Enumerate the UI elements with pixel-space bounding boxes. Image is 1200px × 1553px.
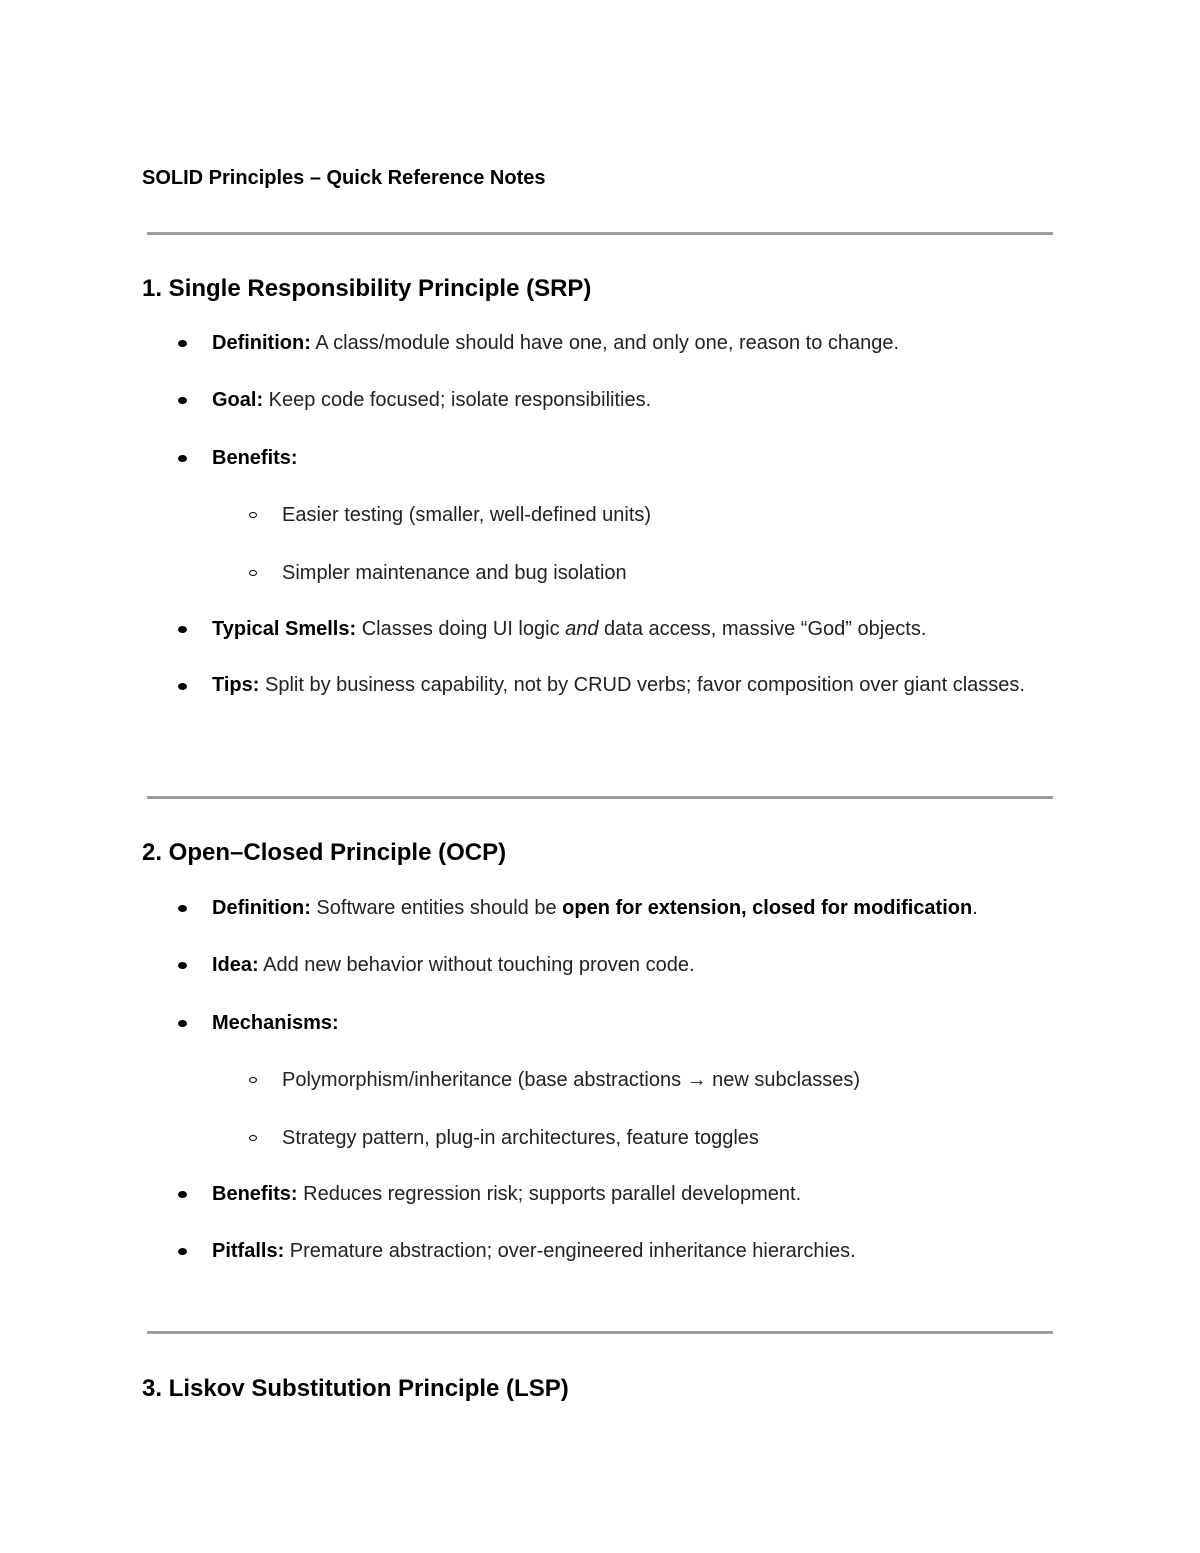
- sub-bullet-icon: [249, 570, 257, 576]
- sub-bullet-icon: [249, 1135, 257, 1141]
- list-item: Benefits:: [212, 447, 298, 469]
- bullet-icon: [178, 683, 187, 690]
- sub-bullet-icon: [249, 1077, 257, 1083]
- list-item: Definition: A class/module should have one, and only one, reason to change.: [212, 332, 900, 354]
- divider: [147, 232, 1053, 235]
- list-item: Pitfalls: Premature abstraction; over-engineered inheritance hierarchies.: [212, 1240, 856, 1262]
- bullet-icon: [178, 397, 187, 404]
- bullet-icon: [178, 340, 187, 347]
- bullet-icon: [178, 626, 187, 633]
- list-item: Definition: Software entities should be open for extension, closed for modification.: [212, 897, 978, 919]
- list-item: Tips: Split by business capability, not by CRUD verbs; favor composition over giant classes.: [212, 674, 1025, 696]
- sub-list-item: Strategy pattern, plug-in architectures, feature toggles: [282, 1127, 759, 1149]
- bullet-icon: [178, 962, 187, 969]
- list-item: Mechanisms:: [212, 1012, 339, 1034]
- bullet-icon: [178, 905, 187, 912]
- list-item: Idea: Add new behavior without touching proven code.: [212, 954, 695, 976]
- bullet-icon: [178, 455, 187, 462]
- list-item: Benefits: Reduces regression risk; supports parallel development.: [212, 1183, 802, 1205]
- list-item: Typical Smells: Classes doing UI logic and data access, massive “God” objects.: [212, 618, 927, 640]
- bullet-icon: [178, 1191, 187, 1198]
- divider: [147, 1331, 1053, 1334]
- section-heading-srp: 1. Single Responsibility Principle (SRP): [142, 275, 592, 302]
- bullet-icon: [178, 1020, 187, 1027]
- sub-list-item: Polymorphism/inheritance (base abstractions → new subclasses): [282, 1069, 861, 1091]
- document-title: SOLID Principles – Quick Reference Notes: [142, 167, 546, 189]
- bullet-icon: [178, 1248, 187, 1255]
- section-heading-lsp: 3. Liskov Substitution Principle (LSP): [142, 1375, 569, 1402]
- sub-list-item: Simpler maintenance and bug isolation: [282, 562, 627, 584]
- list-item: Goal: Keep code focused; isolate responsibilities.: [212, 389, 652, 411]
- sub-bullet-icon: [249, 512, 257, 518]
- section-heading-ocp: 2. Open–Closed Principle (OCP): [142, 839, 507, 866]
- sub-list-item: Easier testing (smaller, well-defined units): [282, 504, 652, 526]
- divider: [147, 796, 1053, 799]
